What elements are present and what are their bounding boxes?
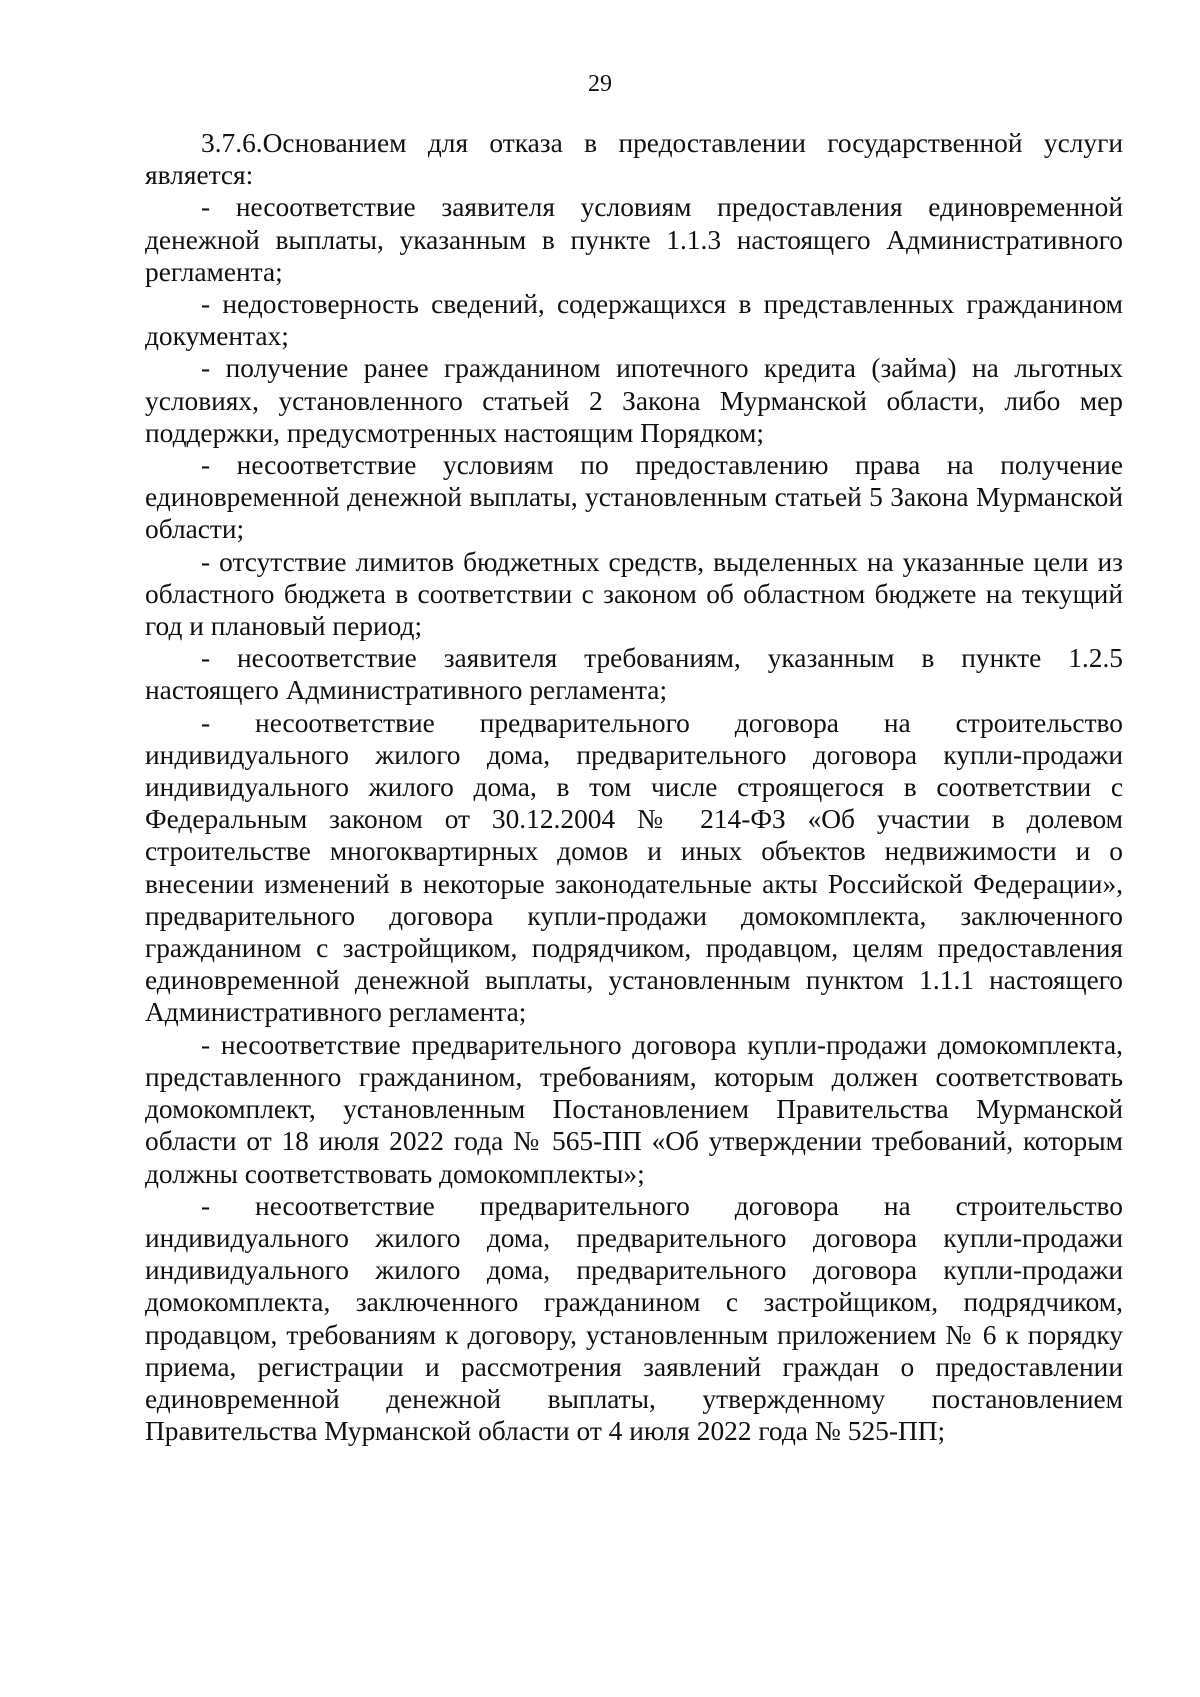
page-number: 29 <box>588 71 612 97</box>
list-item-contract-requirements: - несоответствие предварительного договора на строительство индивидуального жилого дома, предварительного договора купли-продажи индивидуального жилого дома, предварительного договора купли-продажи домокомплекта, заключенного гражданином с застройщиком, подрядчиком, продавцом, требованиям к договору, установленным приложением № 6 к порядку приема, регистрации и рассмотрения заявлений граждан о предоставлении единовременной денежной выплаты, утвержденному постановлением Правительства Мурманской области от 4 июля 2022 года № 525-ПП; <box>145 1190 1123 1447</box>
list-item-unreliable-info: - недостоверность сведений, содержащихся в представленных гражданином документах; <box>145 289 1123 352</box>
list-item-contract-purposes: - несоответствие предварительного договора на строительство индивидуального жилого дома, предварительного договора купли-продажи индивидуального жилого дома, в том числе строящегося в соответствии с Федеральным законом от 30.12.2004 № 214-ФЗ «Об участии в долевом строительстве многоквартирных домов и иных объектов недвижимости и о внесении изменений в некоторые законодательные акты Российской Федерации», предварительного договора купли-продажи домокомплекта, заключенного гражданином с застройщиком, подрядчиком, продавцом, целям предоставления единовременной денежной выплаты, установленным пунктом 1.1.1 настоящего Административного регламента; <box>145 707 1123 1028</box>
list-item-housekit-requirements: - несоответствие предварительного договора купли-продажи домокомплекта, представленного гражданином, требованиям, которым должен соответствовать домокомплект, установленным Постановлением Правительства Мурманской области от 18 июля 2022 года № 565-ПП «Об утверждении требований, которым должны соответствовать домокомплекты»; <box>145 1029 1123 1189</box>
paragraph-refusal-grounds-heading: 3.7.6.Основанием для отказа в предоставлении государственной услуги является: <box>145 128 1123 191</box>
list-item-budget-limits: - отсутствие лимитов бюджетных средств, выделенных на указанные цели из областного бюджета в соответствии с законом об областном бюджете на текущий год и плановый период; <box>145 546 1123 642</box>
list-item-right-conditions: - несоответствие условиям по предоставлению права на получение единовременной денежной выплаты, установленным статьей 5 Закона Мурманской области; <box>145 450 1123 545</box>
list-item-applicant-conditions: - несоответствие заявителя условиям предоставления единовременной денежной выплаты, указанным в пункте 1.1.3 настоящего Административного регламента; <box>145 192 1123 287</box>
list-item-applicant-requirements: - несоответствие заявителя требованиям, указанным в пункте 1.2.5 настоящего Административного регламента; <box>145 643 1123 706</box>
document-body <box>145 127 1123 1447</box>
list-item-prior-mortgage: - получение ранее гражданином ипотечного кредита (займа) на льготных условиях, установленного статьей 2 Закона Мурманской области, либо мер поддержки, предусмотренных настоящим Порядком; <box>145 353 1123 448</box>
